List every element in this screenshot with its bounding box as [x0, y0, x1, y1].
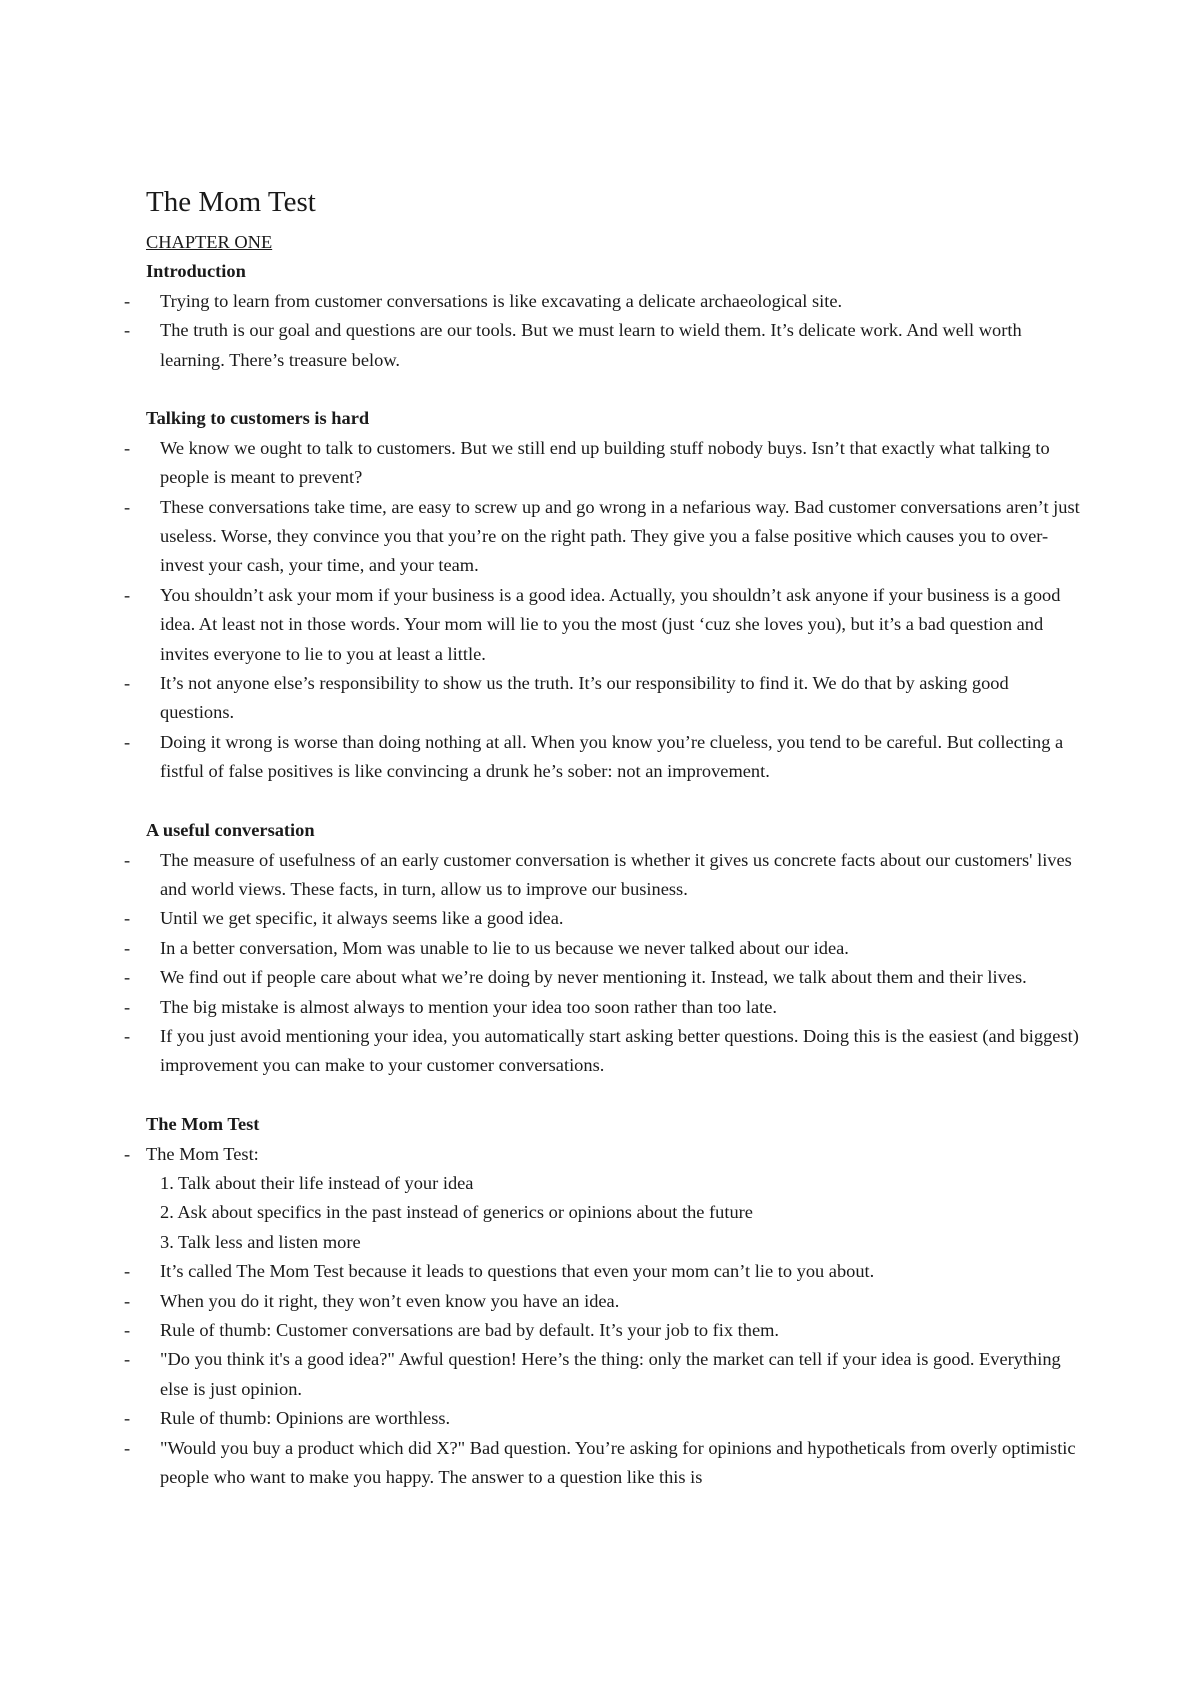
list-item [124, 1022, 1086, 1081]
dash-bullet: - [124, 320, 131, 341]
list-item [124, 1287, 1086, 1316]
section-heading: Introduction [146, 261, 246, 282]
list-item [124, 1404, 1086, 1433]
list-item [124, 581, 1086, 669]
list-item [124, 434, 1086, 493]
paragraph-gap [146, 787, 1086, 816]
list-item-text: In a better conversation, Mom was unable to lie to us because we never talked about our idea. [160, 937, 849, 958]
dash-bullet: - [124, 1261, 131, 1282]
list-item-text: These conversations take time, are easy to screw up and go wrong in a nefarious way. Bad customer conversations aren’t just useless. Worse, they convince you that you’re on the right path. They give you a false positive which causes you to over-invest your cash, your time, and your team. [160, 496, 1080, 576]
list-item-text: You shouldn’t ask your mom if your business is a good idea. Actually, you shouldn’t ask anyone if your business is a good idea. At least not in those words. Your mom will lie to you the most (just ‘cuz she loves you), but it’s a bad question and invites everyone to lie to you at least a little. [160, 584, 1061, 664]
list-item [124, 846, 1086, 905]
dash-bullet: - [124, 1408, 131, 1429]
section-talking-to-customers [124, 404, 1086, 786]
list-item [124, 963, 1086, 992]
list-item [124, 1316, 1086, 1345]
list-item-text: We know we ought to talk to customers. But we still end up building stuff nobody buys. Isn’t that exactly what talking to people is meant to prevent? [160, 437, 1050, 488]
list-item-text: We find out if people care about what we’re doing by never mentioning it. Instead, we talk about them and their lives. [160, 967, 1027, 988]
list-item-text: "Would you buy a product which did X?" Bad question. You’re asking for opinions and hypotheticals from overly optimistic people who want to make you happy. The answer to a question like this is [160, 1437, 1076, 1488]
dash-bullet: - [124, 731, 131, 752]
section-introduction [124, 257, 1086, 375]
list-item-text: Rule of thumb: Customer conversations are bad by default. It’s your job to fix them. [160, 1319, 780, 1340]
document-title: The Mom Test [146, 186, 316, 218]
dash-bullet: - [124, 1025, 131, 1046]
dash-bullet: - [124, 967, 131, 988]
dash-bullet: - [124, 437, 131, 458]
numbered-item: 1. Talk about their life instead of your idea [160, 1172, 474, 1193]
list-item-text: The truth is our goal and questions are our tools. But we must learn to wield them. It’s delicate work. And well worth learning. There’s treasure below. [160, 320, 1022, 370]
list-item [124, 669, 1086, 728]
list-item-text: Trying to learn from customer conversations is like excavating a delicate archaeological site. [160, 290, 843, 311]
dash-bullet: - [124, 937, 131, 958]
section-heading: Talking to customers is hard [146, 408, 370, 429]
document-page [124, 178, 1086, 1492]
list-item-text: The Mom Test: [146, 1143, 259, 1164]
dash-bullet: - [124, 1349, 131, 1370]
list-item [124, 316, 1086, 375]
section-heading: The Mom Test [146, 1114, 260, 1135]
dash-bullet: - [124, 996, 131, 1017]
list-item-text: It’s called The Mom Test because it leads to questions that even your mom can’t lie to you about. [160, 1261, 875, 1282]
list-item [124, 493, 1086, 581]
list-item [124, 1140, 1086, 1258]
list-item [124, 993, 1086, 1022]
paragraph-gap [146, 1081, 1086, 1110]
dash-bullet: - [124, 496, 131, 517]
list-item [124, 728, 1086, 787]
list-item [124, 1434, 1086, 1493]
list-item-text: Doing it wrong is worse than doing nothing at all. When you know you’re clueless, you tend to be careful. But collecting a fistful of false positives is like convincing a drunk he’s sober: not an improvement. [160, 731, 1064, 782]
list-item-text: Until we get specific, it always seems like a good idea. [160, 908, 564, 929]
dash-bullet: - [124, 584, 131, 605]
dash-bullet: - [124, 1143, 131, 1164]
section-useful-conversation [124, 816, 1086, 1081]
dash-bullet: - [124, 1290, 131, 1311]
numbered-list [146, 1169, 1086, 1257]
paragraph-gap [146, 375, 1086, 404]
bullet-list [124, 287, 1086, 375]
bullet-list [124, 434, 1086, 787]
section-the-mom-test [124, 1110, 1086, 1492]
list-item [124, 904, 1086, 933]
list-item-text: If you just avoid mentioning your idea, you automatically start asking better questions. Doing this is the easiest (and biggest) improvement you can make to your customer conversations. [160, 1025, 1079, 1076]
list-item-text: Rule of thumb: Opinions are worthless. [160, 1408, 451, 1429]
bullet-list [124, 846, 1086, 1081]
list-item-text: "Do you think it's a good idea?" Awful question! Here’s the thing: only the market can tell if your idea is good. Everything else is just opinion. [160, 1349, 1061, 1399]
chapter-label: CHAPTER ONE [146, 232, 273, 252]
bullet-list [124, 1140, 1086, 1493]
list-item [124, 1257, 1086, 1286]
dash-bullet: - [124, 1437, 131, 1458]
numbered-item: 2. Ask about specifics in the past instead of generics or opinions about the future [160, 1202, 753, 1223]
list-item-text: The big mistake is almost always to mention your idea too soon rather than too late. [160, 996, 777, 1017]
dash-bullet: - [124, 1319, 131, 1340]
section-heading: A useful conversation [146, 820, 315, 841]
dash-bullet: - [124, 290, 131, 311]
list-item-text: When you do it right, they won’t even know you have an idea. [160, 1290, 620, 1311]
list-item [124, 934, 1086, 963]
dash-bullet: - [124, 908, 131, 929]
numbered-item: 3. Talk less and listen more [160, 1231, 361, 1252]
dash-bullet: - [124, 673, 131, 694]
list-item [124, 1345, 1086, 1404]
dash-bullet: - [124, 849, 131, 870]
list-item [124, 287, 1086, 316]
list-item-text: It’s not anyone else’s responsibility to show us the truth. It’s our responsibility to find it. We do that by asking good questions. [160, 673, 1009, 723]
list-item-text: The measure of usefulness of an early customer conversation is whether it gives us concrete facts about our customers' lives and world views. These facts, in turn, allow us to improve our business. [160, 849, 1072, 899]
